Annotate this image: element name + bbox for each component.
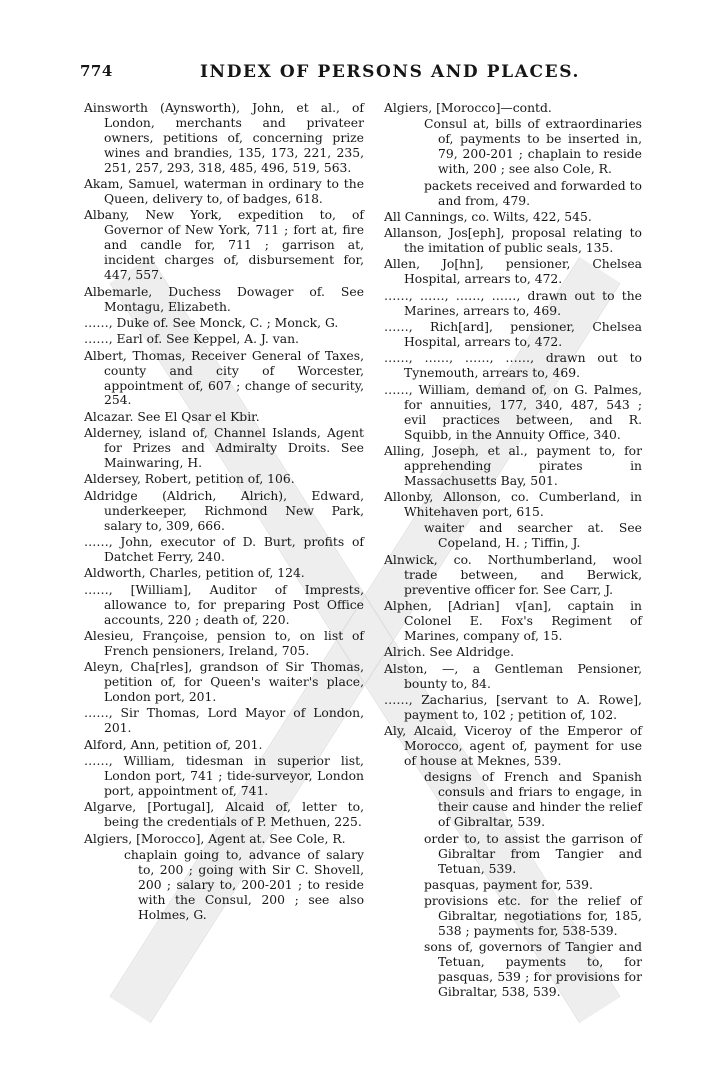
index-entry: Alford, Ann, petition of, 201.: [84, 737, 263, 752]
index-subentry: designs of French and Spanish consuls and friars to engage, in their cause and hinder the relief of Gibraltar, 539.: [424, 770, 642, 830]
index-entry: ……, Earl of. See Keppel, A. J. van.: [84, 332, 299, 347]
index-subentry: provisions etc. for the relief of Gibraltar, negotiations for, 185, 538 ; payments for, 538-539.: [424, 894, 642, 939]
index-entry: ……, Rich[ard], pensioner, Chelsea Hospital, arrears to, 472.: [384, 320, 642, 350]
index-entry: Alnwick, co. Northumberland, wool trade between, and Berwick, preventive officer for. See Carr, J.: [384, 552, 642, 597]
index-entry: Aldworth, Charles, petition of, 124.: [84, 566, 305, 581]
index-entry: ……, William, tidesman in superior list, London port, 741 ; tide-surveyor, London port, appointment of, 741.: [84, 754, 364, 798]
index-subentry: sons of, governors of Tangier and Tetuan, payments to, for pasquas, 539 ; for provisions for Gibraltar, 538, 539.: [424, 940, 642, 1000]
index-entry: ……, William, demand of, on G. Palmes, for annuities, 177, 340, 487, 543 ; evil practices between, and R. Squibb, in the Annuity Office, 340.: [384, 382, 642, 442]
index-entry: Aldridge (Aldrich, Alrich), Edward, underkeeper, Richmond New Park, salary to, 309, 666.: [84, 488, 364, 533]
index-subentry: order to, to assist the garrison of Gibraltar from Tangier and Tetuan, 539.: [424, 831, 642, 876]
index-entry: ……, Zacharius, [servant to A. Rowe], payment to, 102 ; petition of, 102.: [384, 692, 642, 722]
index-entry: Alesieu, Françoise, pension to, on list of French pensioners, Ireland, 705.: [84, 628, 364, 658]
index-entry: Akam, Samuel, waterman in ordinary to the Queen, delivery to, of badges, 618.: [84, 177, 364, 207]
index-entry: Aldersey, Robert, petition of, 106.: [84, 472, 295, 487]
index-entry: Ainsworth (Aynsworth), John, et al., of London, merchants and privateer owners, petitions of, concerning prize wines and brandies, 135, 173, 221, 235, 251, 257, 293, 318, 485, 496, 519, 563.: [84, 101, 364, 175]
index-entry: Alcazar. See El Qsar el Kbir.: [84, 409, 260, 424]
index-entry: Alphen, [Adrian] v[an], captain in Colonel E. Fox's Regiment of Marines, company of, 15.: [384, 598, 642, 643]
index-entry: Alston, —, a Gentleman Pensioner, bounty to, 84.: [384, 661, 642, 691]
index-entry: Aly, Alcaid, Viceroy of the Emperor of Morocco, agent of, payment for use of house at Meknes, 539.: [384, 724, 642, 769]
index-entry: ……, John, executor of D. Burt, profits of Datchet Ferry, 240.: [84, 534, 364, 564]
index-entry: Allonby, Allonson, co. Cumberland, in Whitehaven port, 615.: [384, 490, 642, 520]
running-head: INDEX OF PERSONS AND PLACES.: [200, 62, 580, 82]
index-subentry: Consul at, bills of extraordinaries of, payments to be inserted in, 79, 200-201 ; chaplain to reside with, 200 ; see also Cole, R.: [424, 117, 642, 177]
index-subentry: chaplain going to, advance of salary to, 200 ; going with Sir C. Shovell, 200 ; salary to, 200-201 ; to reside with the Consul, 200 ; see also Holmes, G.: [124, 847, 364, 922]
index-subentry: packets received and forwarded to and from, 479.: [424, 178, 642, 208]
index-entry: ……, Duke of. See Monck, C. ; Monck, G.: [84, 315, 339, 330]
index-entry: Allen, Jo[hn], pensioner, Chelsea Hospital, arrears to, 472.: [384, 257, 642, 287]
index-entry: Aleyn, Cha[rles], grandson of Sir Thomas, petition of, for Queen's waiter's place, London port, 201.: [84, 660, 364, 705]
index-entry: Alrich. See Aldridge.: [384, 645, 515, 660]
index-entry: Alderney, island of, Channel Islands, Agent for Prizes and Admiralty Droits. See Mainwaring, H.: [84, 426, 364, 471]
index-entry: ……, [William], Auditor of Imprests, allowance to, for preparing Post Office accounts, 220 ; death of, 220.: [84, 582, 364, 627]
index-subentry: waiter and searcher at. See Copeland, H. ; Tiffin, J.: [424, 521, 642, 551]
index-entry: ……, ……, ……, ……, drawn out to Tynemouth, arrears to, 469.: [384, 351, 642, 381]
page-number: 774: [80, 62, 113, 80]
index-entry: Algiers, [Morocco], Agent at. See Cole, R.: [84, 831, 346, 846]
index-column-right: [384, 101, 642, 1000]
index-entry: Algiers, [Morocco]—contd.: [384, 101, 552, 115]
index-entry: Algarve, [Portugal], Alcaid of, letter to, being the credentials of P. Methuen, 225.: [84, 800, 364, 830]
index-entry: Albemarle, Duchess Dowager of. See Montagu, Elizabeth.: [84, 284, 364, 314]
index-entry: Allanson, Jos[eph], proposal relating to the imitation of public seals, 135.: [384, 226, 642, 256]
index-entry: Alling, Joseph, et al., payment to, for apprehending pirates in Massachusetts Bay, 501.: [384, 443, 642, 488]
index-entry: Albany, New York, expedition to, of Governor of New York, 711 ; fort at, fire and candle for, 711 ; garrison at, incident charges of, disbursement for, 447, 557.: [84, 208, 364, 283]
index-entry: ……, ……, ……, ……, drawn out to the Marines, arrears to, 469.: [384, 288, 642, 318]
index-entry: Albert, Thomas, Receiver General of Taxes, county and city of Worcester, appointment of, 607 ; change of security, 254.: [84, 348, 364, 408]
index-entry: All Cannings, co. Wilts, 422, 545.: [384, 209, 592, 224]
index-column-left: [84, 101, 364, 923]
index-subentry: pasquas, payment for, 539.: [424, 877, 593, 892]
index-entry: ……, Sir Thomas, Lord Mayor of London, 201.: [84, 706, 364, 736]
